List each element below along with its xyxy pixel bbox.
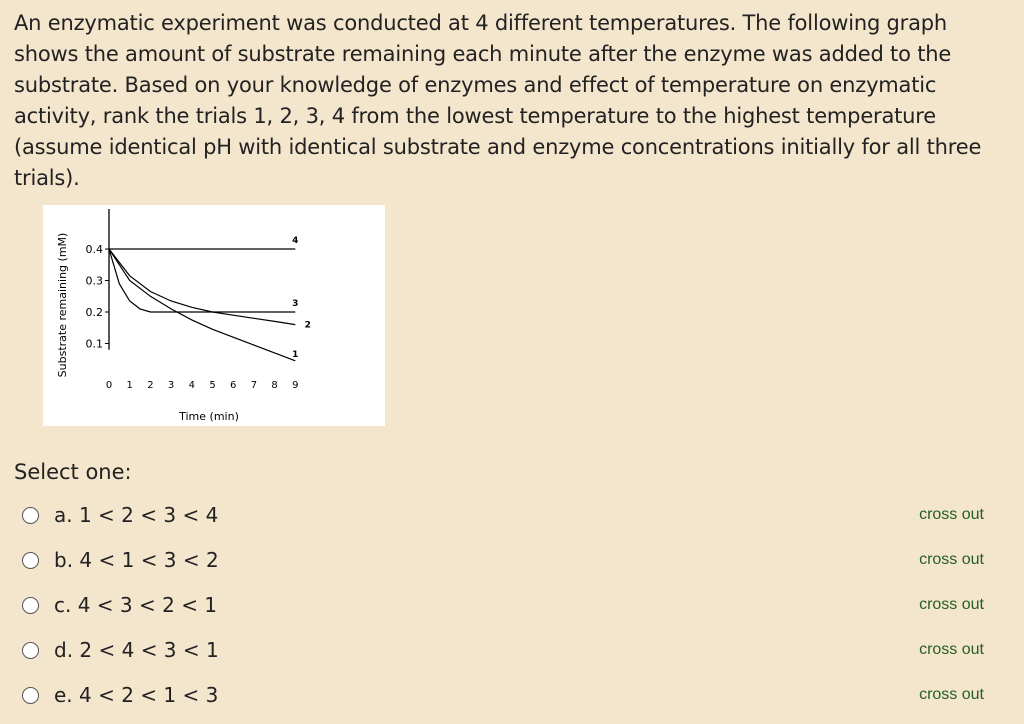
cross-out-link[interactable]: cross out xyxy=(919,686,984,703)
option-c[interactable] xyxy=(22,590,1002,620)
radio-button[interactable] xyxy=(22,687,39,704)
question-text: An enzymatic experiment was conducted at 4 different temperatures. The following graph shows the amount of substrate remaining each minute after the enzyme was added to the substrate. Based on your knowledge of enzymes and effect of temperature on enzymatic activity, rank the trials 1, 2, 3, 4 from the lowest temperature to the highest temperature (assume identical pH with identical substrate and enzyme concentrations initially for all three trials). xyxy=(14,11,982,190)
option-label: e. 4 < 2 < 1 < 3 xyxy=(54,683,219,707)
cross-out-link[interactable]: cross out xyxy=(919,596,984,613)
x-tick-label: 5 xyxy=(209,380,216,391)
y-tick-label: 0.1 xyxy=(85,337,103,351)
series-label-2: 2 xyxy=(304,320,311,331)
x-tick-label: 7 xyxy=(250,380,258,391)
x-tick-label: 8 xyxy=(271,380,278,391)
x-tick-label: 6 xyxy=(230,380,237,391)
option-label: d. 2 < 4 < 3 < 1 xyxy=(54,638,219,662)
option-label: c. 4 < 3 < 2 < 1 xyxy=(54,593,218,617)
series-line-1 xyxy=(109,249,295,361)
series-line-3 xyxy=(109,249,295,312)
y-tick-label: 0.3 xyxy=(85,274,103,288)
radio-button[interactable] xyxy=(22,642,39,659)
option-d[interactable] xyxy=(22,635,1002,665)
series-label-1: 1 xyxy=(292,349,299,360)
radio-button[interactable] xyxy=(22,552,39,569)
select-one-label: Select one: xyxy=(14,460,132,484)
cross-out-link[interactable]: cross out xyxy=(919,551,984,568)
substrate-chart xyxy=(43,205,385,426)
chart-panel xyxy=(43,205,385,426)
radio-button[interactable] xyxy=(22,597,39,614)
y-axis-label: Substrate remaining (mM) xyxy=(56,232,69,378)
option-label: b. 4 < 1 < 3 < 2 xyxy=(54,548,219,572)
x-tick-label: 3 xyxy=(167,380,175,391)
x-tick-label: 1 xyxy=(126,380,133,391)
series-label-4: 4 xyxy=(292,236,299,246)
cross-out-link[interactable]: cross out xyxy=(919,506,984,523)
x-tick-label: 4 xyxy=(188,380,195,391)
x-axis-label: Time (min) xyxy=(179,410,239,423)
x-tick-label: 9 xyxy=(292,380,299,391)
y-tick-label: 0.4 xyxy=(85,243,103,256)
cross-out-link[interactable]: cross out xyxy=(919,641,984,658)
series-label-3: 3 xyxy=(292,299,299,309)
option-label: a. 1 < 2 < 3 < 4 xyxy=(54,503,219,527)
radio-button[interactable] xyxy=(22,507,39,524)
x-tick-label: 0 xyxy=(105,380,113,391)
option-a[interactable] xyxy=(22,500,1002,530)
option-b[interactable] xyxy=(22,545,1002,575)
series-line-2 xyxy=(109,249,295,325)
x-tick-label: 2 xyxy=(147,380,154,391)
option-e[interactable] xyxy=(22,680,1002,710)
y-tick-label: 0.2 xyxy=(85,306,103,319)
